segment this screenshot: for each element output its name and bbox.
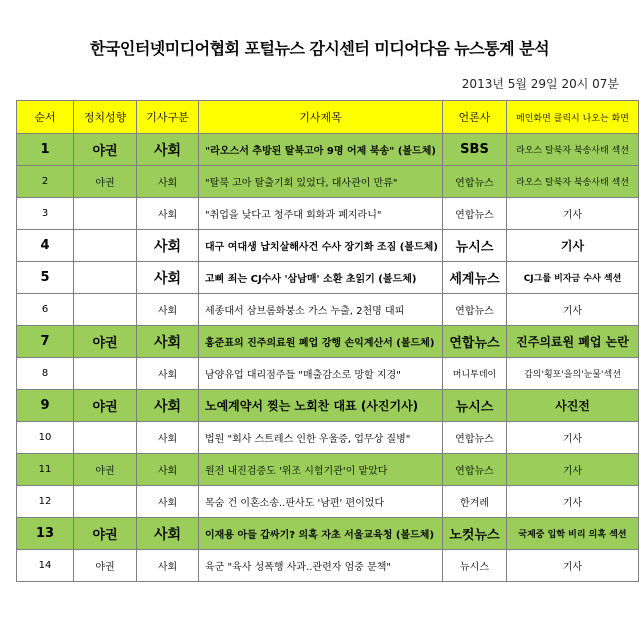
row-click-result: 라오스 탈북자 북송사태 섹션: [507, 134, 639, 166]
row-click-result: 국제중 입학 비리 의혹 섹션: [507, 518, 639, 550]
row-no: 4: [17, 230, 74, 262]
row-political: 야권: [74, 550, 137, 582]
row-article-title: "취업을 낮다고 청주대 회화과 폐지라니": [199, 198, 443, 230]
header-political: 정치성향: [74, 101, 137, 134]
row-category: 사회: [137, 486, 199, 518]
row-no: 1: [17, 134, 74, 166]
row-publisher: 뉴시스: [443, 230, 507, 262]
row-article-title: 홍준표의 진주의료원 폐업 강행 손익계산서 (볼드체): [199, 326, 443, 358]
table-row: [17, 358, 639, 390]
row-click-result: 기사: [507, 198, 639, 230]
row-publisher: 세계뉴스: [443, 262, 507, 294]
row-political: 야권: [74, 134, 137, 166]
row-no: 3: [17, 198, 74, 230]
row-category: 사회: [137, 358, 199, 390]
header-article-title: 기사제목: [199, 101, 443, 134]
row-category: 사회: [137, 550, 199, 582]
table-row: [17, 518, 639, 550]
row-category: 사회: [137, 262, 199, 294]
table-row: [17, 294, 639, 326]
row-no: 11: [17, 454, 74, 486]
row-article-title: 원전 내진검증도 '위조 시험기관'이 맡았다: [199, 454, 443, 486]
row-article-title: 남양유업 대리점주들 "매출감소로 망할 지경": [199, 358, 443, 390]
row-no: 9: [17, 390, 74, 422]
row-category: 사회: [137, 198, 199, 230]
report-title: 한국인터넷미디어협회 포털뉴스 감시센터 미디어다음 뉴스통계 분석: [89, 39, 550, 58]
row-article-title: 대구 여대생 납치살해사건 수사 장기화 조짐 (볼드체): [199, 230, 443, 262]
table-header-row: [17, 101, 639, 134]
table-row: [17, 454, 639, 486]
table-row: [17, 230, 639, 262]
table-row: [17, 198, 639, 230]
row-click-result: 기사: [507, 454, 639, 486]
row-click-result: 사진전: [507, 390, 639, 422]
row-category: 사회: [137, 230, 199, 262]
row-political: [74, 262, 137, 294]
row-click-result: 라오스 탈북자 북송사태 섹션: [507, 166, 639, 198]
header-no: 순서: [17, 101, 74, 134]
table-row: [17, 134, 639, 166]
row-click-result: 진주의료원 폐업 논란: [507, 326, 639, 358]
row-article-title: 세종대서 삼브롬화붕소 가스 누출, 2천명 대피: [199, 294, 443, 326]
row-click-result: 기사: [507, 230, 639, 262]
row-political: 야권: [74, 518, 137, 550]
row-political: [74, 294, 137, 326]
row-category: 사회: [137, 422, 199, 454]
table-row: [17, 422, 639, 454]
report-timestamp: 2013년 5월 29일 20시 07분: [461, 77, 619, 91]
row-article-title: 육군 "육사 성폭행 사과..관련자 엄중 문책": [199, 550, 443, 582]
row-political: 야권: [74, 166, 137, 198]
row-article-title: "라오스서 추방된 탈북고아 9명 어제 북송" (볼드체): [199, 134, 443, 166]
header-click-result: 메인화면 클릭시 나오는 화면: [507, 101, 639, 134]
row-political: [74, 486, 137, 518]
row-article-title: 법원 "회사 스트레스 인한 우울증, 업무상 질병": [199, 422, 443, 454]
row-political: [74, 230, 137, 262]
row-category: 사회: [137, 294, 199, 326]
row-no: 2: [17, 166, 74, 198]
header-publisher: 언론사: [443, 101, 507, 134]
row-no: 8: [17, 358, 74, 390]
row-political: [74, 198, 137, 230]
row-click-result: 기사: [507, 486, 639, 518]
row-article-title: "탈북 고아 탈출기회 있었다, 대사관이 만류": [199, 166, 443, 198]
row-no: 5: [17, 262, 74, 294]
row-publisher: 노컷뉴스: [443, 518, 507, 550]
row-no: 10: [17, 422, 74, 454]
header-category: 기사구분: [137, 101, 199, 134]
table-row: [17, 166, 639, 198]
row-category: 사회: [137, 166, 199, 198]
row-click-result: 기사: [507, 294, 639, 326]
row-category: 사회: [137, 390, 199, 422]
table-row: [17, 390, 639, 422]
row-category: 사회: [137, 454, 199, 486]
row-publisher: 연합뉴스: [443, 326, 507, 358]
row-political: 야권: [74, 454, 137, 486]
row-publisher: 연합뉴스: [443, 294, 507, 326]
row-publisher: 머니투데이: [443, 358, 507, 390]
row-no: 13: [17, 518, 74, 550]
row-article-title: 목숨 건 이혼소송..판사도 '남편' 편이었다: [199, 486, 443, 518]
row-category: 사회: [137, 326, 199, 358]
row-publisher: 뉴시스: [443, 550, 507, 582]
row-click-result: CJ그룹 비자금 수사 섹션: [507, 262, 639, 294]
row-publisher: 연합뉴스: [443, 166, 507, 198]
row-political: [74, 358, 137, 390]
row-political: 야권: [74, 390, 137, 422]
row-click-result: 기사: [507, 550, 639, 582]
row-publisher: 연합뉴스: [443, 454, 507, 486]
row-no: 6: [17, 294, 74, 326]
row-article-title: 고삐 죄는 CJ수사 '삼남매' 소환 초읽기 (볼드체): [199, 262, 443, 294]
row-political: [74, 422, 137, 454]
row-no: 12: [17, 486, 74, 518]
table-row: [17, 326, 639, 358]
row-publisher: SBS: [443, 134, 507, 166]
table-row: [17, 262, 639, 294]
row-click-result: 갑의'횡포'을의'눈물'섹션: [507, 358, 639, 390]
table-row: [17, 550, 639, 582]
table-row: [17, 486, 639, 518]
row-no: 7: [17, 326, 74, 358]
row-category: 사회: [137, 134, 199, 166]
news-stats-table: [16, 100, 639, 582]
row-article-title: 이재용 아들 갑싸기? 의혹 자초 서울교육청 (볼드체): [199, 518, 443, 550]
row-article-title: 노예계약서 찢는 노회찬 대표 (사진기사): [199, 390, 443, 422]
row-no: 14: [17, 550, 74, 582]
row-publisher: 한겨레: [443, 486, 507, 518]
row-publisher: 연합뉴스: [443, 422, 507, 454]
row-category: 사회: [137, 518, 199, 550]
row-publisher: 뉴시스: [443, 390, 507, 422]
row-political: 야권: [74, 326, 137, 358]
row-click-result: 기사: [507, 422, 639, 454]
row-publisher: 연합뉴스: [443, 198, 507, 230]
